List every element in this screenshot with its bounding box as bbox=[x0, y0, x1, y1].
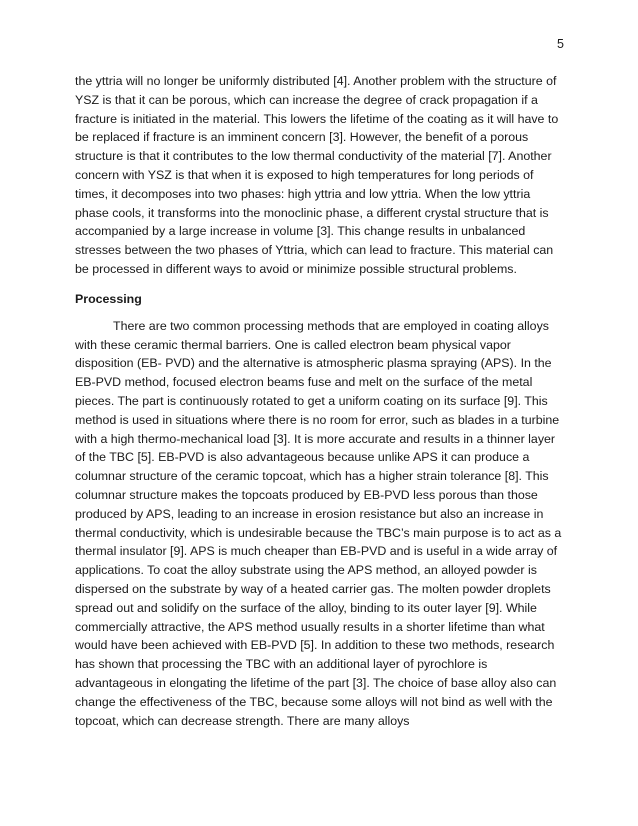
section-heading-processing: Processing bbox=[75, 291, 142, 306]
paragraph-yttria-structure: the yttria will no longer be uniformly distributed [4]. Another problem with the structure of YSZ is that it can be porous, which can increase the degree of crack propagation if a fracture is initiated in the material. This lowers the lifetime of the coating as it will have to be replaced if fracture is an imminent concern [3]. However, the benefit of a porous structure is that it contributes to the low thermal conductivity of the material [7]. Another concern with YSZ is that when it is exposed to high temperatures for long periods of times, it decomposes into two phases: high yttria and low yttria. When the low yttria phase cools, it transforms into the monoclinic phase, a different crystal structure that is accompanied by a large increase in volume [3]. This change results in unbalanced stresses between the two phases of Yttria, which can lead to fracture. This material can be processed in different ways to avoid or minimize possible structural problems. bbox=[75, 74, 559, 276]
body-text bbox=[75, 72, 563, 730]
page-number: 5 bbox=[557, 37, 564, 51]
paragraph-processing-methods: There are two common processing methods that are employed in coating alloys with these ceramic thermal barriers. One is called electron beam physical vapor disposition (EB- PVD) and the alternative is atmospheric plasma spraying (APS). In the EB-PVD method, focused electron beams fuse and melt on the surface of the metal pieces. The part is continuously rotated to get a uniform coating on its surface [9]. This method is used in situations where there is no room for error, such as blades in a turbine with a high thermo-mechanical load [3]. It is more accurate and results in a thinner layer of the TBC [5]. EB-PVD is also advantageous because unlike APS it can produce a columnar structure of the ceramic topcoat, which has a higher strain tolerance [8]. This columnar structure makes the topcoats produced by EB-PVD less porous than those produced by APS, leading to an increase in erosion resistance but also an increase in thermal conductivity, which is undesirable because the TBC’s main purpose is to act as a thermal insulator [9]. APS is much cheaper than EB-PVD and is useful in a wide array of applications. To coat the alloy substrate using the APS method, an alloyed powder is dispersed on the substrate by way of a heated carrier gas. The molten powder droplets spread out and solidify on the surface of the alloy, binding to its outer layer [9]. While commercially attractive, the APS method usually results in a shorter lifetime than what would have been achieved with EB-PVD [5]. In addition to these two methods, research has shown that processing the TBC with an additional layer of pyrochlore is advantageous in elongating the lifetime of the part [3]. The choice of base alloy also can change the effectiveness of the TBC, because some alloys will not bind as well with the topcoat, which can decrease strength. There are many alloys bbox=[75, 318, 562, 728]
